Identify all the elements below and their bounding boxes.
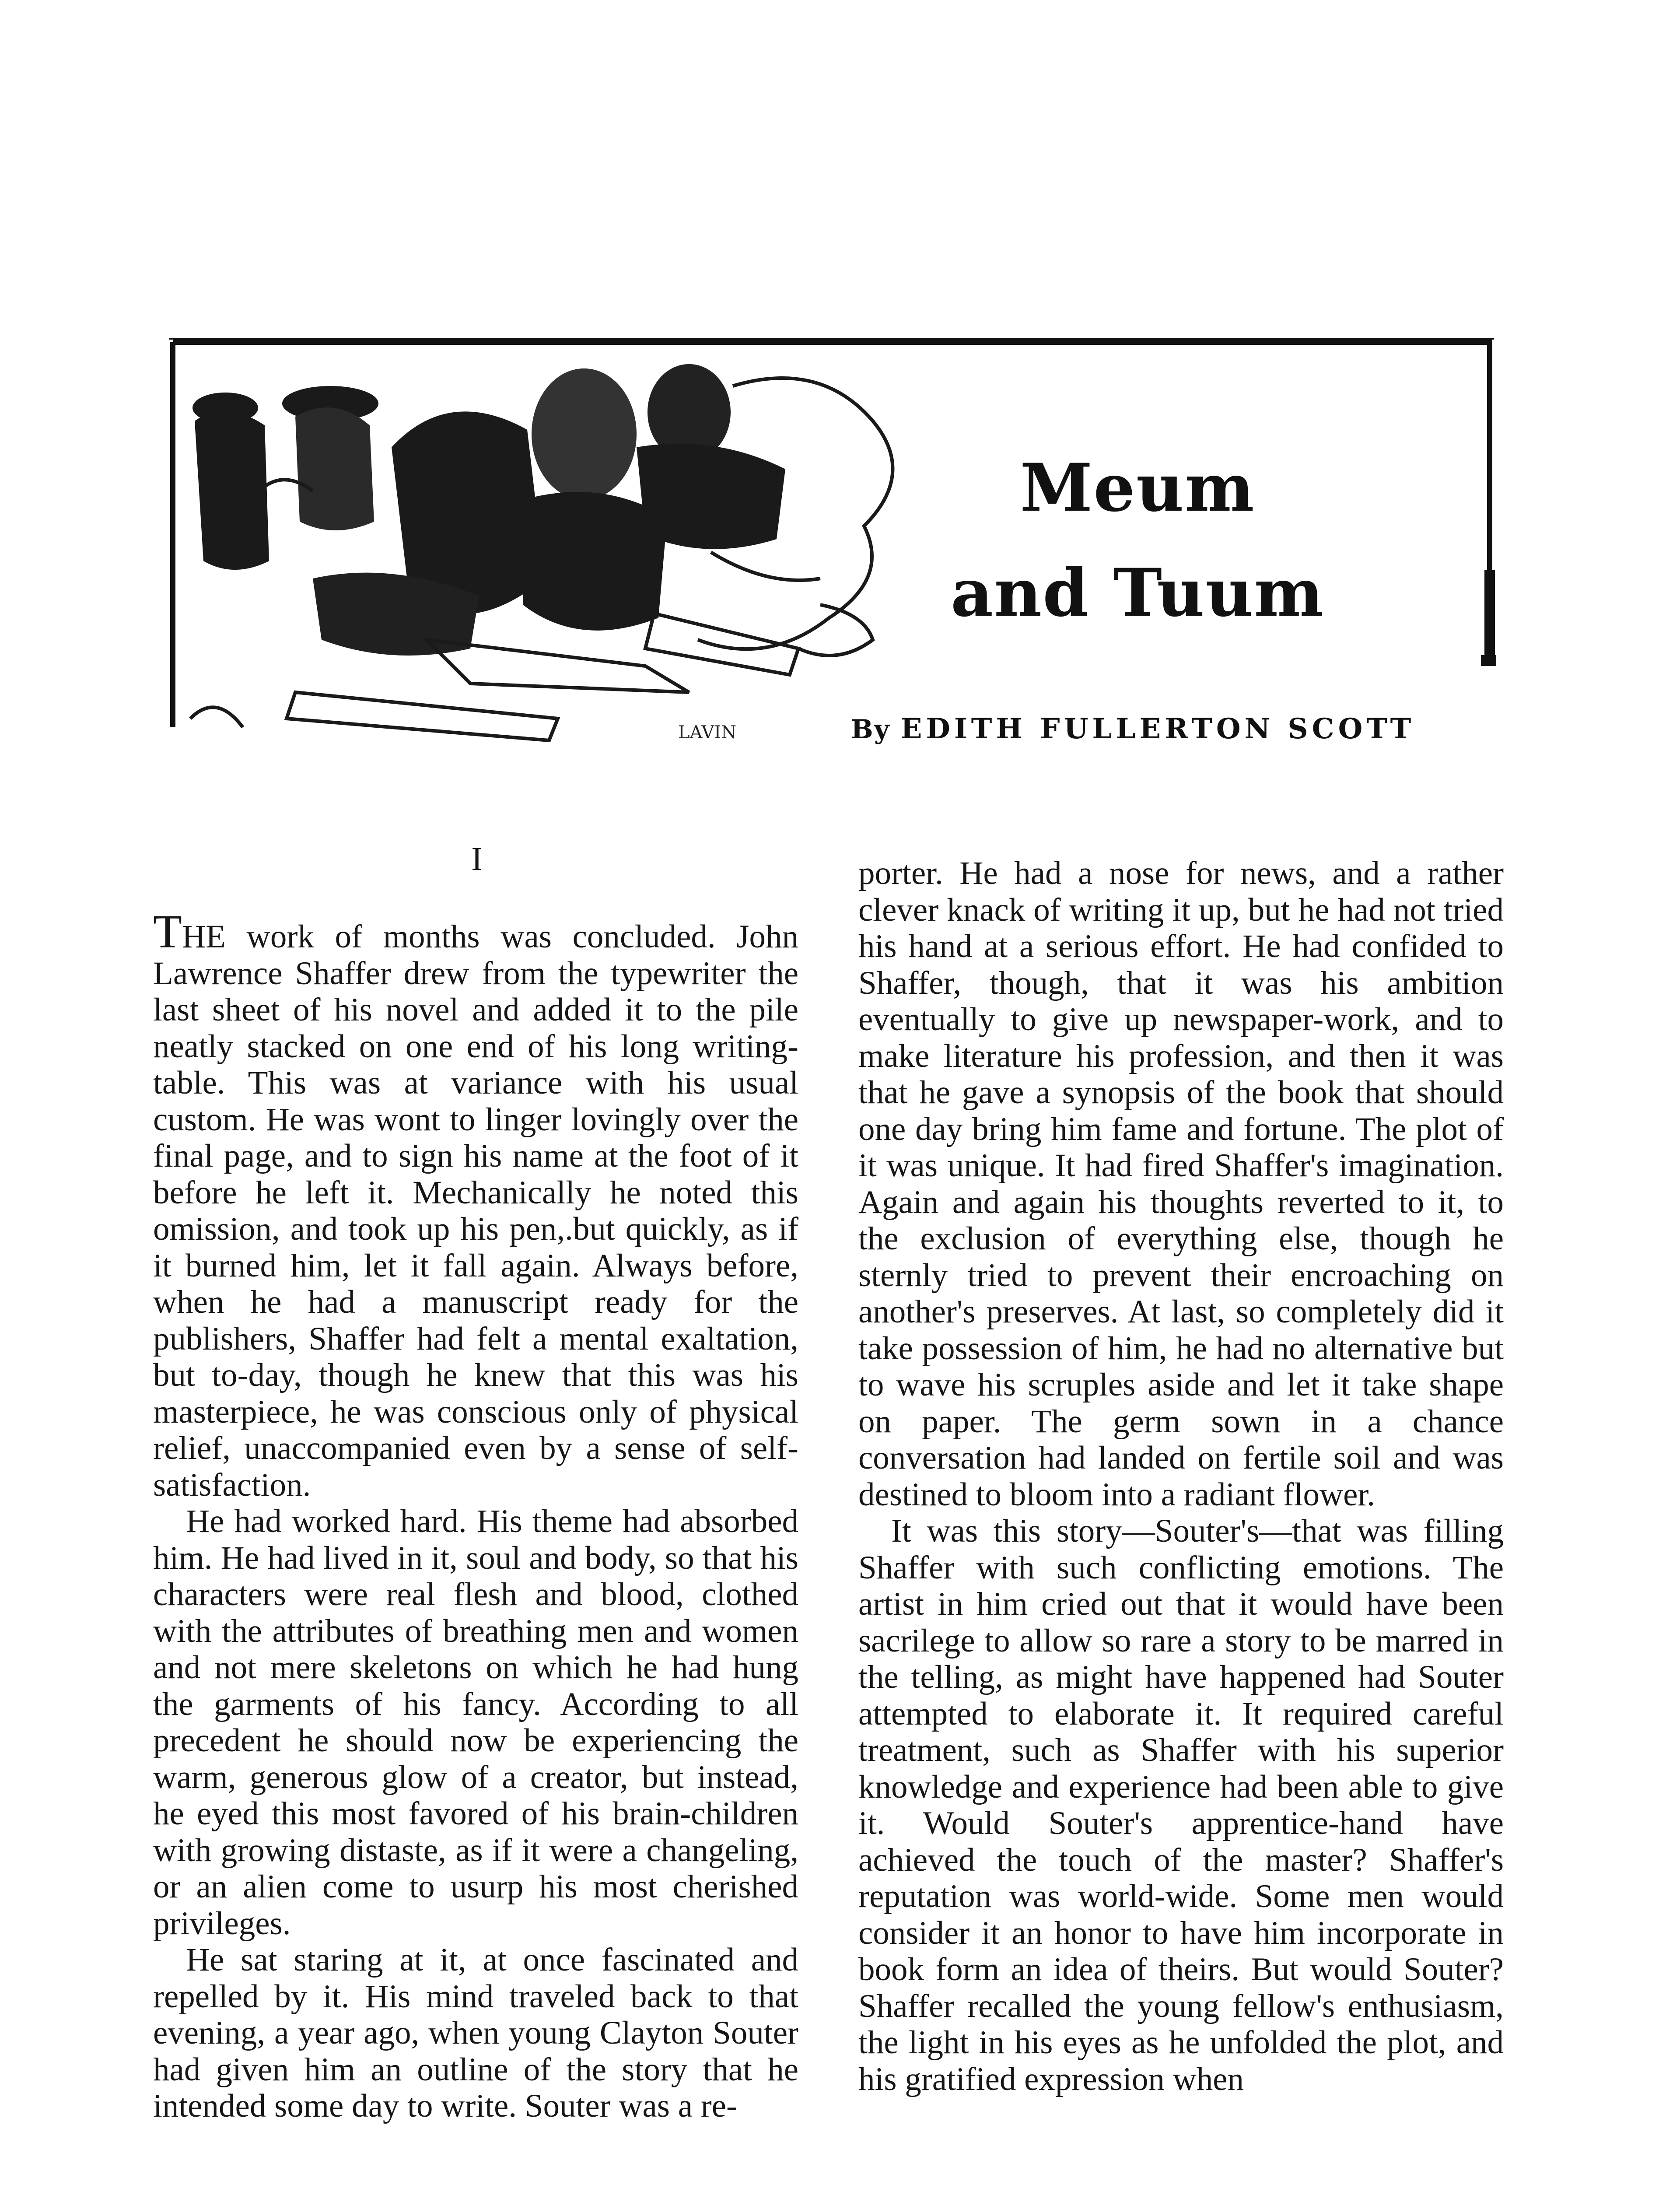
paragraph: He had worked hard. His theme had absorbed him. He had lived in it, soul and body, so that his characters were real flesh and blood, clothed with the attributes of breathing men and women and not mere skeletons on which he had hung the garments of his fancy. According to all precedent he should now be experiencing the warm, generous glow of a creator, but instead, he eyed this most favored of his brain-children with growing distaste, as if it were a changeling, or an alien come to usurp his most cherished privileges. bbox=[153, 1503, 798, 1942]
drop-cap: T bbox=[153, 906, 182, 958]
illustration-drawing bbox=[164, 333, 1496, 754]
paragraph: It was this story—Souter's—that was filling Shaffer with such conflicting emotions. The artist in him cried out that it would have been sacrilege to allow so rare a story to be marred in the telling, as might have happened had Souter attempted to elaborate it. It required careful treatment, such as Shaffer with his superior knowledge and experience had been able to give it. Would Souter's apprentice-hand have achieved the touch of the master? Shaffer's reputation was world-wide. Some men would consider it an honor to have him incorporate in book form an idea of theirs. But would Souter? Shaffer recalled the young fellow's enthusiasm, the light in his eyes as he unfolded the plot, and his gratified expression when bbox=[858, 1513, 1504, 2097]
article-title-line-2: and Tuum bbox=[950, 554, 1325, 631]
paragraph: porter. He had a nose for news, and a rather clever knack of writing it up, but he had not tried his hand at a serious effort. He had confided to Shaffer, though, that it was his ambition eventually to give up newspaper-work, and to make literature his profession, and then it was that he gave a synopsis of the book that should one day bring him fame and fortune. The plot of it was unique. It had fired Shaffer's imagination. Again and again his thoughts reverted to it, to the exclusion of everything else, though he sternly tried to prevent their encroaching on another's preserves. At last, so completely did it take possession of him, he had no alternative but to wave his scruples aside and let it take shape on paper. The germ sown in a chance conversation had landed on fertile soil and was destined to bloom into a radiant flower. bbox=[858, 855, 1504, 1513]
article-title-line-1: Meum bbox=[1020, 449, 1255, 526]
left-column bbox=[153, 906, 798, 2125]
paragraph: He sat staring at it, at once fascinated and repelled by it. His mind traveled back to that evening, a year ago, when young Clayton Souter had given him an outline of the story that he intended some day to write. Souter was a re- bbox=[153, 1942, 798, 2124]
header-illustration bbox=[164, 333, 1496, 754]
byline-prefix: By bbox=[851, 714, 890, 745]
right-column bbox=[858, 855, 1504, 2097]
paragraph bbox=[153, 906, 798, 1503]
author-name: EDITH FULLERTON SCOTT bbox=[900, 712, 1415, 745]
illustrator-signature: LAVIN bbox=[678, 722, 737, 743]
byline bbox=[851, 712, 1507, 745]
paragraph-text: HE work of months was concluded. John Lawrence Shaffer drew from the typewriter the last sheet of his novel and added it to the pile neatly stacked on one end of his long writing-table. This was at variance with his usual custom. He was wont to linger lovingly over the final page, and to sign his name at the foot of it before he left it. Mechanically he noted this omission, and took up his pen,.but quickly, as if it burned him, let it fall again. Always before, when he had a manuscript ready for the publishers, Shaffer had felt a mental exaltation, but to-day, though he knew that this was his masterpiece, he was conscious only of physical relief, unaccompanied even by a sense of self-satisfaction. bbox=[153, 919, 798, 1503]
section-number: I bbox=[471, 841, 483, 877]
